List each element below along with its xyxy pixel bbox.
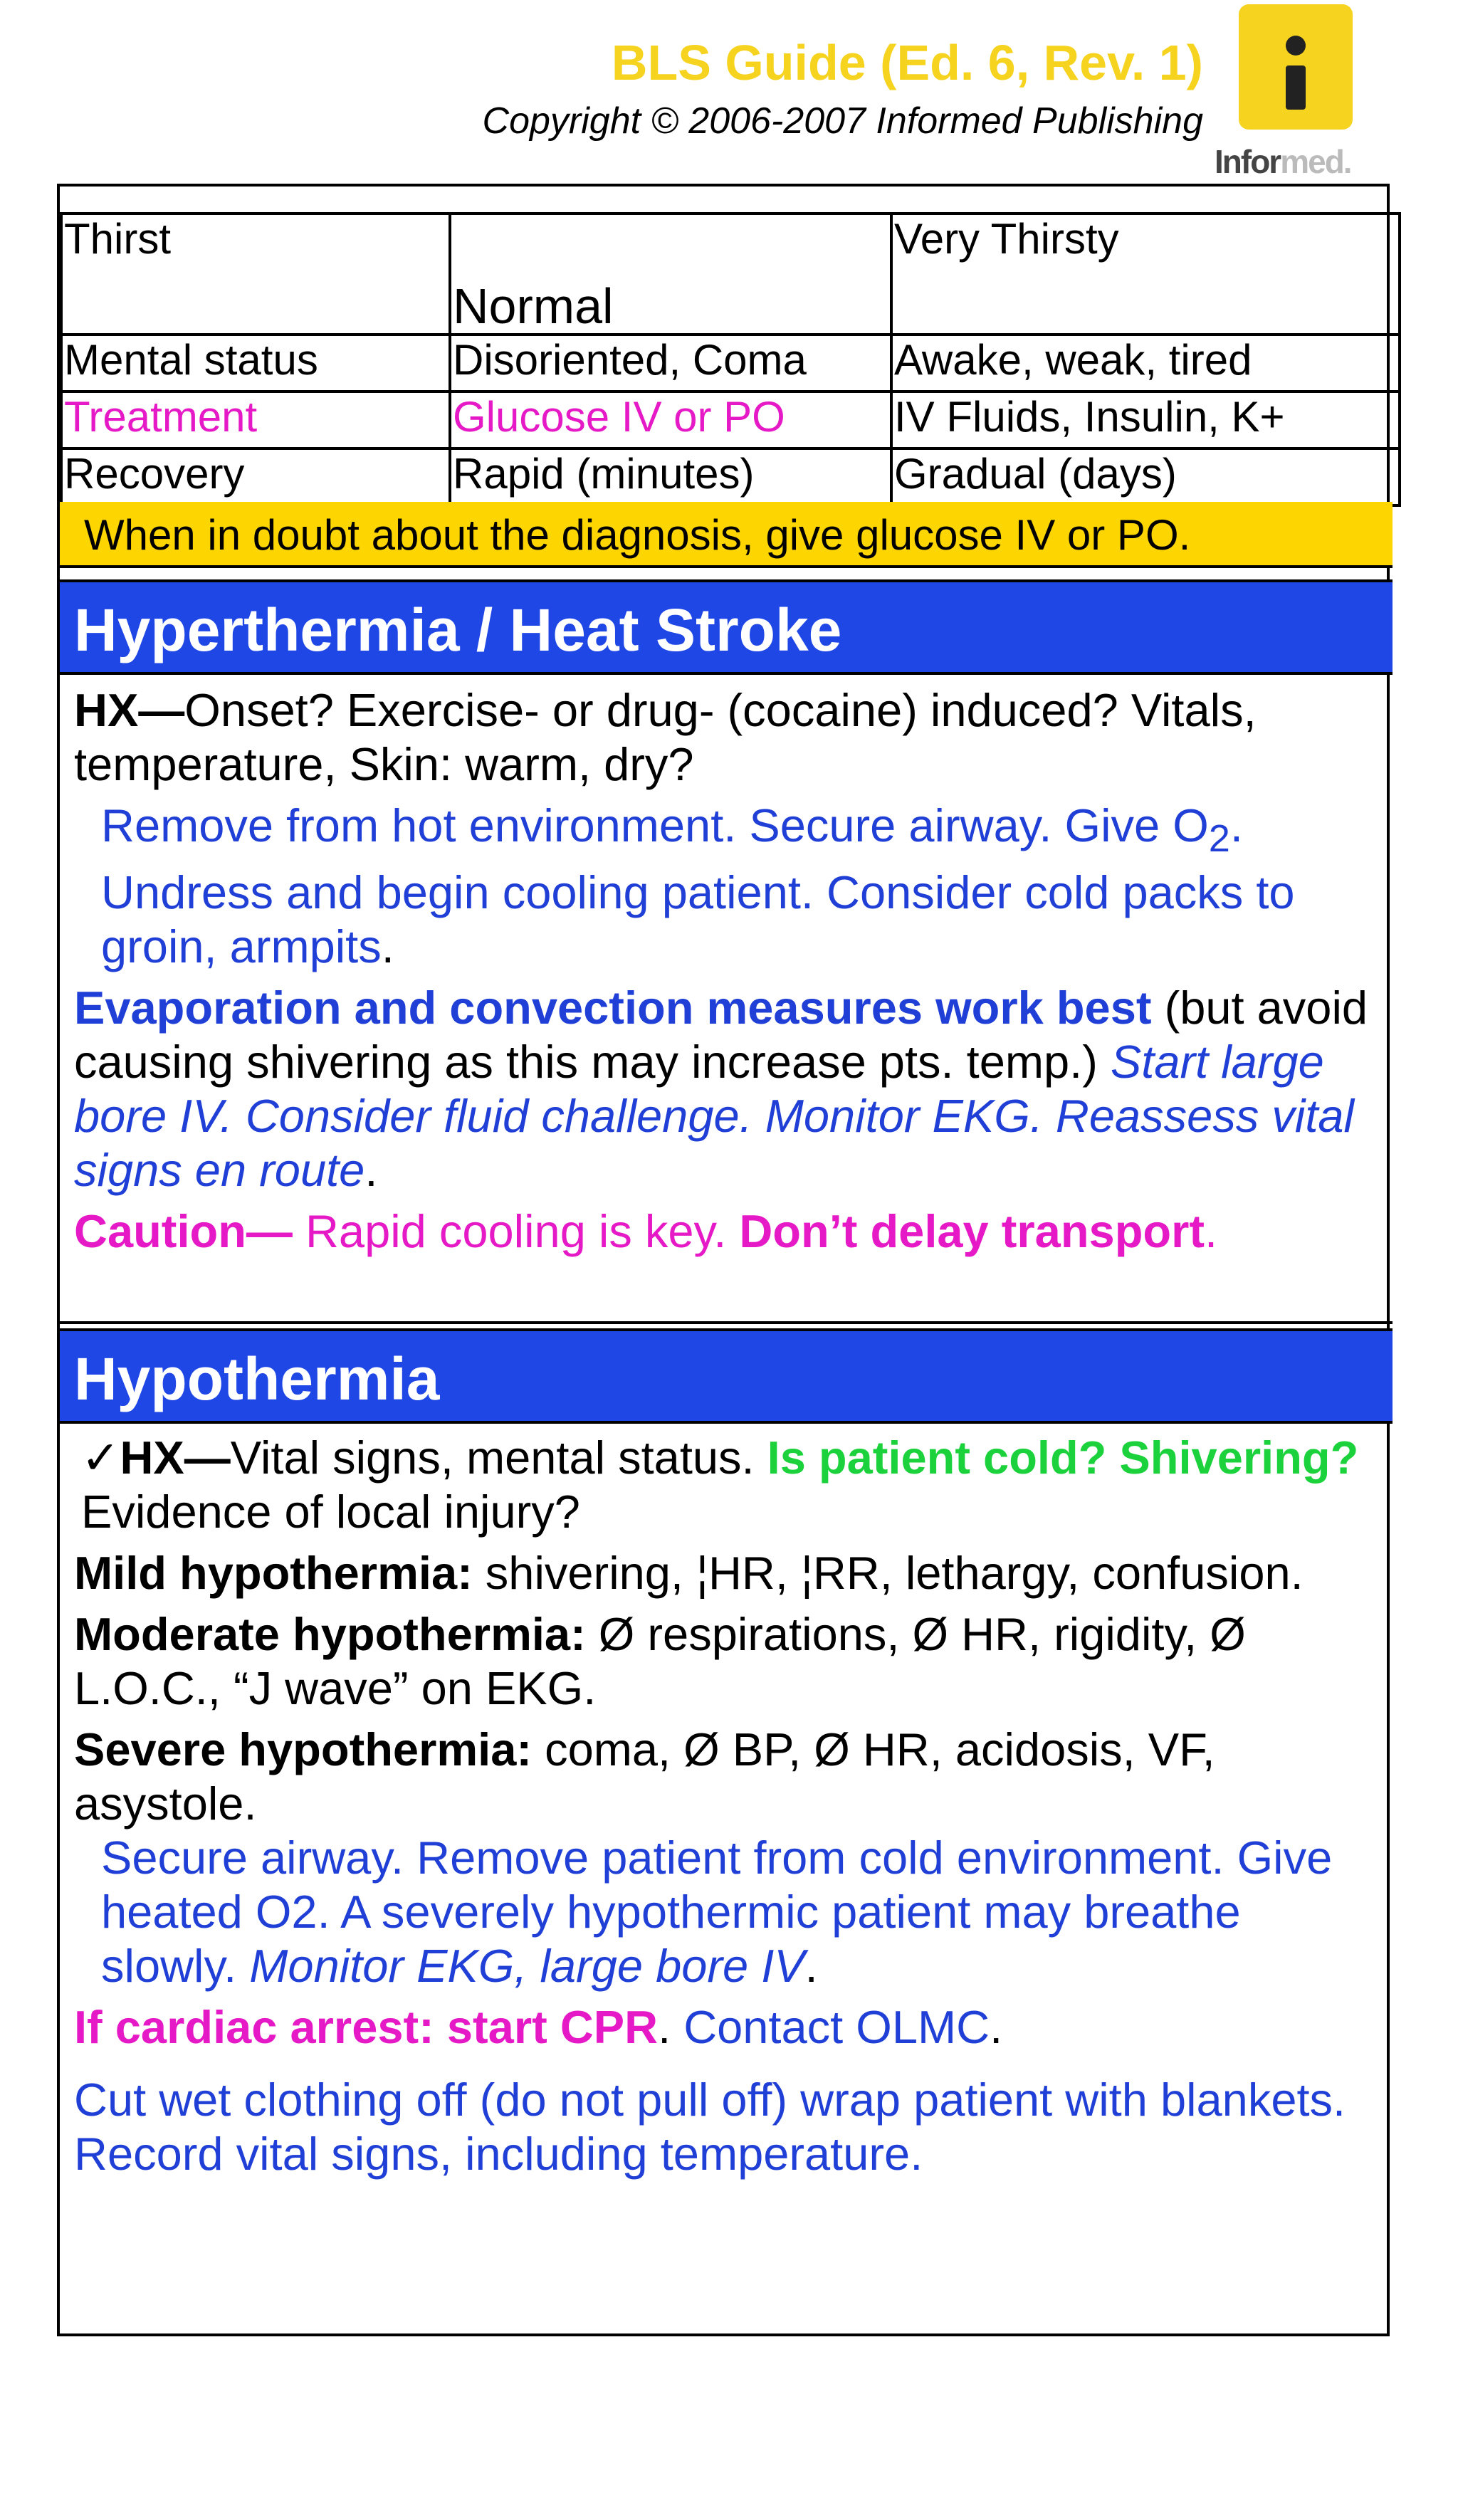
- diagnosis-notice: When in doubt about the diagnosis, give glucose IV or PO.: [60, 502, 1393, 568]
- section-header-hyperthermia: Hyperthermia / Heat Stroke: [60, 579, 1393, 675]
- checkmark-icon: ✓: [81, 1432, 120, 1484]
- mild-text: shivering, ¦HR, ¦RR, lethargy, confusion.: [472, 1547, 1304, 1599]
- table-row: [61, 448, 1400, 505]
- arrest-period: .: [990, 2001, 1003, 2053]
- table-cell: Normal: [450, 214, 891, 335]
- section-header-hypothermia: Hypothermia: [60, 1328, 1393, 1424]
- evaporation-end: .: [364, 1144, 378, 1196]
- table-cell: Disoriented, Coma: [450, 335, 891, 392]
- table-cell: Awake, weak, tired: [891, 335, 1400, 392]
- care-text-2: . Undress and begin cooling patient. Consider cold packs to groin, armpits: [101, 799, 1295, 972]
- hyperthermia-evaporation: [74, 981, 1377, 1197]
- brand-wordmark-dark: Infor: [1215, 143, 1281, 180]
- guide-title: BLS Guide (Ed. 6, Rev. 1): [611, 35, 1203, 90]
- hypothermia-care: [74, 1831, 1377, 1993]
- severe-text: coma, Ø BP, Ø HR, acidosis, VF, asystole.: [74, 1723, 1215, 1829]
- copyright-line: Copyright © 2006-2007 Informed Publishing: [482, 100, 1203, 142]
- wrap-instructions: Cut wet clothing off (do not pull off) wrap patient with blankets. Record vital signs, including temperature.: [74, 2074, 1346, 2180]
- arrest-bold: If cardiac arrest: start CPR: [74, 2001, 659, 2053]
- hyperthermia-body: [74, 683, 1377, 1259]
- table-cell: Very Thirsty: [891, 214, 1400, 335]
- o2-subscript: 2: [1208, 817, 1230, 860]
- care-italic: Monitor EKG, large bore IV: [249, 1940, 805, 1992]
- evaporation-text: (but avoid causing shivering as this may increase pts. temp.): [74, 982, 1368, 1088]
- evaporation-bold: Evaporation and convection measures work best: [74, 982, 1152, 1034]
- hx-text: Onset? Exercise- or drug- (cocaine) induced? Vitals, temperature, Skin: warm, dry?: [74, 684, 1257, 790]
- hyperthermia-history: [74, 683, 1377, 792]
- hypothermia-history: [74, 1431, 1377, 1539]
- moderate-label: Moderate hypothermia:: [74, 1608, 586, 1660]
- moderate-hypothermia: [74, 1607, 1377, 1716]
- hypothermia-body: [74, 1431, 1377, 2181]
- severe-hypothermia: [74, 1723, 1377, 1831]
- hx-label: HX—: [74, 684, 185, 736]
- guide-card: [57, 184, 1390, 2336]
- table-row: [61, 335, 1400, 392]
- table-cell: Glucose IV or PO: [450, 392, 891, 448]
- hyperthermia-caution: [74, 1204, 1377, 1259]
- care-end: .: [381, 920, 394, 972]
- caution-end: .: [1205, 1205, 1218, 1257]
- section-divider: [60, 1321, 1393, 1324]
- caution-text: Rapid cooling is key.: [292, 1205, 740, 1257]
- mild-hypothermia: [74, 1546, 1377, 1600]
- arrest-blue: Contact OLMC: [683, 2001, 990, 2053]
- table-cell: Thirst: [61, 214, 450, 335]
- brand-wordmark: [1215, 142, 1351, 181]
- hx-text: Vital signs, mental status.: [230, 1432, 767, 1484]
- brand-wordmark-light: med.: [1280, 143, 1351, 180]
- care-end: .: [804, 1940, 818, 1992]
- hx-label: HX—: [120, 1432, 231, 1484]
- logo-stem: [1286, 65, 1306, 110]
- table-cell: Recovery: [61, 448, 450, 505]
- arrest-end: .: [658, 2001, 684, 2053]
- logo-dot: [1286, 36, 1306, 56]
- comparison-table: [60, 212, 1398, 507]
- mild-label: Mild hypothermia:: [74, 1547, 473, 1599]
- cardiac-arrest: [74, 2000, 1377, 2054]
- table-row: [61, 392, 1400, 448]
- table-cell: Gradual (days): [891, 448, 1400, 505]
- caution-bold: Don’t delay transport: [739, 1205, 1205, 1257]
- hyperthermia-care: [74, 799, 1377, 974]
- evaporation-italic: Start large bore IV. Consider fluid challenge. Monitor EKG. Reassess vital signs en route: [74, 1036, 1354, 1196]
- info-i-logo-icon: [1239, 4, 1353, 130]
- hx-green: Is patient cold? Shivering?: [767, 1432, 1359, 1484]
- table-cell: IV Fluids, Insulin, K+: [891, 392, 1400, 448]
- caution-label: Caution—: [74, 1205, 293, 1257]
- hx-tail: Evidence of local injury?: [81, 1486, 580, 1538]
- table-row: [61, 214, 1400, 335]
- table-cell: Mental status: [61, 335, 450, 392]
- care-text: Secure airway. Remove patient from cold environment. Give heated O2. A severely hypothermic patient may breathe slowly.: [101, 1832, 1333, 1992]
- moderate-text: Ø respirations, Ø HR, rigidity, Ø L.O.C., “J wave” on EKG.: [74, 1608, 1246, 1714]
- care-text-1: Remove from hot environment. Secure airway. Give O: [101, 799, 1209, 851]
- severe-label: Severe hypothermia:: [74, 1723, 533, 1775]
- table-cell: Rapid (minutes): [450, 448, 891, 505]
- table-cell: Treatment: [61, 392, 450, 448]
